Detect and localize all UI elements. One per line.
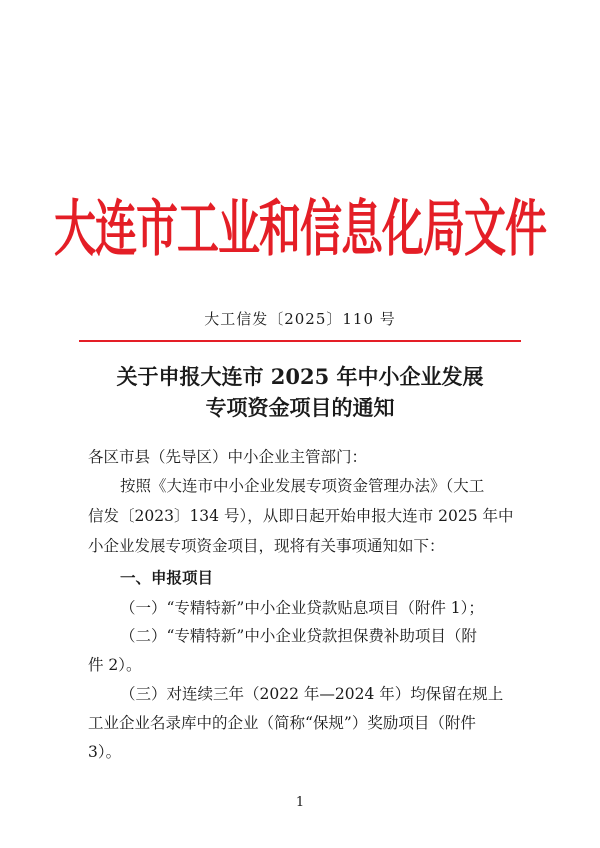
document-number: 大工信发〔2025〕110 号 <box>204 310 396 328</box>
salutation: 各区市县（先导区）中小企业主管部门： <box>88 448 368 466</box>
item-3-line-3: 3）。 <box>88 743 122 761</box>
item-1-line-1: （一）“专精特新”中小企业贷款贴息项目（附件 1）； <box>120 599 484 617</box>
item-3-line-1: （三）对连续三年（2022 年—2024 年）均保留在规上 <box>120 685 504 703</box>
red-divider-line <box>79 340 521 342</box>
section-heading-1: 一、申报项目 <box>120 569 214 587</box>
item-2-line-1: （二）“专精特新”中小企业贷款担保费补助项目（附 <box>120 627 477 645</box>
item-2-line-2: 件 2）。 <box>88 656 142 674</box>
notice-title-line-2: 专项资金项目的通知 <box>205 395 395 420</box>
intro-line-2: 信发〔2023〕134 号），从即日起开始申报大连市 2025 年中 <box>88 507 514 525</box>
masthead-title: 大连市工业和信息化局文件 <box>53 192 546 264</box>
page-number: 1 <box>295 795 305 810</box>
intro-line-3: 小企业发展专项资金项目，现将有关事项通知如下： <box>88 537 445 555</box>
notice-title-line-1: 关于申报大连市 2025 年中小企业发展 <box>116 364 484 389</box>
item-3-line-2: 工业企业名录库中的企业（简称“保规”）奖励项目（附件 <box>88 714 476 732</box>
intro-line-1: 按照《大连市中小企业发展专项资金管理办法》（大工 <box>120 477 485 495</box>
